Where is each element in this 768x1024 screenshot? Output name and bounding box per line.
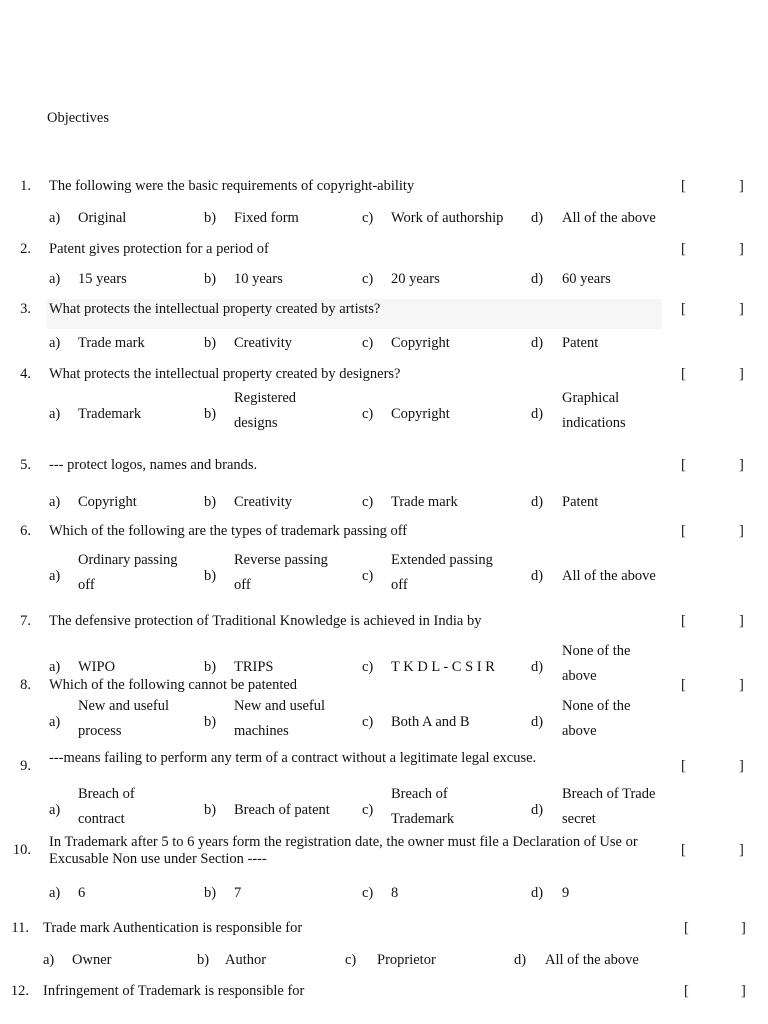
option-text-line2: above: [562, 723, 597, 739]
option-label: a): [49, 335, 61, 351]
answer-bracket-close: ]: [739, 457, 744, 473]
option-label: b): [204, 659, 217, 675]
answer-bracket-close: ]: [741, 920, 746, 936]
answer-bracket-open: [: [681, 758, 686, 774]
option-label: a): [49, 271, 61, 287]
question-text: The defensive protection of Traditional Knowledge is achieved in India by: [49, 613, 482, 629]
option-text-line1: Registered: [234, 390, 297, 406]
option-text: Author: [225, 952, 267, 968]
answer-bracket-close: ]: [739, 366, 744, 382]
option-text: Breach of patent: [234, 802, 330, 818]
option-text-line2: process: [78, 723, 122, 739]
answer-bracket-open: [: [681, 366, 686, 382]
option-label: b): [204, 210, 217, 226]
option-label: b): [204, 335, 217, 351]
answer-bracket-close: ]: [739, 301, 744, 317]
option-label: a): [49, 568, 61, 584]
option-label: b): [204, 406, 217, 422]
option-text: Copyright: [391, 406, 450, 422]
option-text-line2: machines: [234, 723, 289, 739]
option-label: c): [362, 406, 374, 422]
question-number: 6.: [20, 523, 31, 539]
option-label: b): [204, 885, 217, 901]
option-text-line2: secret: [562, 811, 596, 827]
option-text-line2: off: [391, 577, 408, 593]
option-text-line1: New and useful: [78, 698, 170, 714]
option-label: a): [49, 714, 61, 730]
option-text-line2: above: [562, 668, 597, 684]
option-text: Creativity: [234, 335, 292, 351]
question-number: 7.: [20, 613, 31, 629]
question-number: 2.: [20, 241, 31, 257]
answer-bracket-close: ]: [739, 523, 744, 539]
answer-bracket-open: [: [681, 457, 686, 473]
option-text: Copyright: [391, 335, 450, 351]
option-label: c): [362, 210, 374, 226]
option-label: d): [531, 714, 544, 730]
question-text: Patent gives protection for a period of: [49, 241, 269, 257]
question-number: 8.: [20, 677, 31, 693]
answer-bracket-open: [: [681, 178, 686, 194]
question-number: 10.: [12, 842, 31, 858]
option-label: c): [362, 568, 374, 584]
option-text: 15 years: [78, 271, 127, 287]
option-text-line1: Graphical: [562, 390, 620, 406]
option-label: d): [531, 494, 544, 510]
option-text-line2: Trademark: [391, 811, 455, 827]
option-text: Trademark: [78, 406, 142, 422]
option-text: Proprietor: [377, 952, 436, 968]
option-label: a): [49, 210, 61, 226]
answer-bracket-open: [: [684, 983, 689, 999]
option-text: 7: [234, 885, 242, 901]
question-number: 3.: [20, 301, 31, 317]
option-label: c): [362, 714, 374, 730]
answer-bracket-close: ]: [739, 613, 744, 629]
option-text-line2: designs: [234, 415, 278, 431]
answer-bracket-open: [: [684, 920, 689, 936]
answer-bracket-open: [: [681, 523, 686, 539]
option-text: TRIPS: [234, 659, 274, 675]
answer-bracket-open: [: [681, 613, 686, 629]
option-text: All of the above: [562, 210, 656, 226]
option-text: Trade mark: [391, 494, 458, 510]
option-text-line1: None of the: [562, 698, 631, 714]
option-label: d): [531, 271, 544, 287]
option-text-line1: Breach of: [78, 786, 135, 802]
option-text-line1: Ordinary passing: [78, 552, 178, 568]
option-label: b): [204, 494, 217, 510]
option-label: b): [197, 952, 210, 968]
answer-bracket-open: [: [681, 241, 686, 257]
question-text: Which of the following cannot be patented: [49, 677, 298, 693]
question-text: Trade mark Authentication is responsible for: [43, 920, 303, 936]
option-text: Copyright: [78, 494, 137, 510]
option-label: b): [204, 568, 217, 584]
option-text: Creativity: [234, 494, 292, 510]
option-label: d): [514, 952, 527, 968]
option-label: a): [49, 406, 61, 422]
option-text-line1: Breach of Trade: [562, 786, 656, 802]
option-text: Owner: [72, 952, 112, 968]
option-label: c): [362, 885, 374, 901]
option-text: WIPO: [78, 659, 116, 675]
question-number: 12.: [10, 983, 29, 999]
question-text: What protects the intellectual property created by designers?: [49, 366, 401, 382]
option-label: d): [531, 802, 544, 818]
option-label: c): [362, 271, 374, 287]
option-text: Both A and B: [391, 714, 470, 730]
question-text: The following were the basic requirements of copyright-ability: [49, 178, 415, 194]
answer-bracket-open: [: [681, 301, 686, 317]
option-text-line1: New and useful: [234, 698, 326, 714]
option-text: Patent: [562, 335, 599, 351]
option-text: 6: [78, 885, 86, 901]
option-label: c): [362, 802, 374, 818]
option-text-line2: contract: [78, 811, 125, 827]
answer-bracket-open: [: [681, 677, 686, 693]
option-label: b): [204, 802, 217, 818]
option-text-line2: off: [234, 577, 251, 593]
option-text: Trade mark: [78, 335, 145, 351]
question-number: 1.: [20, 178, 31, 194]
question-text: Infringement of Trademark is responsible for: [43, 983, 305, 999]
option-text-line1: Breach of: [391, 786, 448, 802]
section-heading: Objectives: [47, 110, 110, 126]
option-text: All of the above: [545, 952, 639, 968]
question-number: 5.: [20, 457, 31, 473]
option-text: Fixed form: [234, 210, 299, 226]
question-number: 9.: [20, 758, 31, 774]
option-text-line2: indications: [562, 415, 626, 431]
option-label: d): [531, 568, 544, 584]
option-label: a): [49, 494, 61, 510]
option-label: a): [49, 885, 61, 901]
answer-bracket-close: ]: [739, 677, 744, 693]
option-label: d): [531, 210, 544, 226]
option-text: Patent: [562, 494, 599, 510]
option-label: d): [531, 659, 544, 675]
answer-bracket-close: ]: [741, 983, 746, 999]
option-text: 10 years: [234, 271, 283, 287]
question-text: In Trademark after 5 to 6 years form the registration date, the owner must file a Declaration of Use or Excusable Non use under Section ----: [49, 834, 638, 868]
option-label: c): [345, 952, 357, 968]
question-number: 4.: [20, 366, 31, 382]
question-text: ---means failing to perform any term of a contract without a legitimate legal excuse.: [49, 750, 537, 766]
option-text: Work of authorship: [391, 210, 504, 226]
answer-bracket-open: [: [681, 842, 686, 858]
option-text: 20 years: [391, 271, 440, 287]
option-text: 9: [562, 885, 570, 901]
option-label: d): [531, 885, 544, 901]
option-label: b): [204, 714, 217, 730]
option-label: c): [362, 659, 374, 675]
option-text-line1: Reverse passing: [234, 552, 328, 568]
option-label: a): [43, 952, 55, 968]
answer-bracket-close: ]: [739, 241, 744, 257]
option-text: 60 years: [562, 271, 611, 287]
answer-bracket-close: ]: [739, 842, 744, 858]
option-text-line1: None of the: [562, 643, 631, 659]
option-label: c): [362, 335, 374, 351]
option-text-line2: off: [78, 577, 95, 593]
question-number: 11.: [11, 920, 29, 936]
option-text: 8: [391, 885, 399, 901]
option-label: d): [531, 406, 544, 422]
option-label: d): [531, 335, 544, 351]
answer-bracket-close: ]: [739, 758, 744, 774]
option-text-line1: Extended passing: [391, 552, 493, 568]
option-text: All of the above: [562, 568, 656, 584]
option-text: Original: [78, 210, 127, 226]
option-label: c): [362, 494, 374, 510]
option-label: a): [49, 802, 61, 818]
question-text: Which of the following are the types of trademark passing off: [49, 523, 408, 539]
question-text: What protects the intellectual property created by artists?: [49, 301, 381, 317]
option-text: T K D L - C S I R: [391, 659, 495, 675]
answer-bracket-close: ]: [739, 178, 744, 194]
option-label: a): [49, 659, 61, 675]
question-text: --- protect logos, names and brands.: [49, 457, 258, 473]
option-label: b): [204, 271, 217, 287]
